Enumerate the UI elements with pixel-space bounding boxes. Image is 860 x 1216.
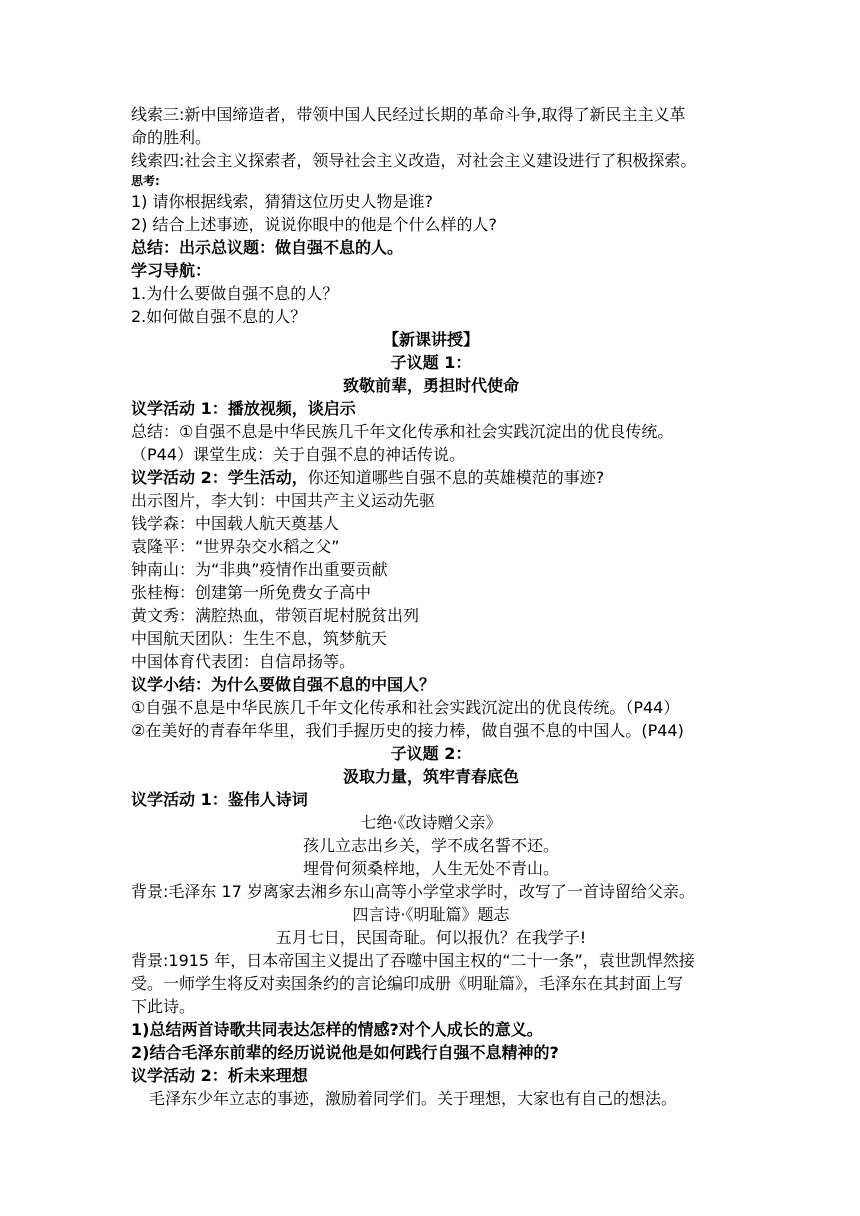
poem-2-background-line2: 受。一师学生将反对卖国条约的言论编印成册《明耻篇》，毛泽东在其封面上写	[131, 974, 684, 993]
document-page	[131, 103, 731, 1110]
summary: 总结：出示总议题：做自强不息的人。	[131, 238, 404, 257]
mini-summary-point-1: ①自强不息是中华民族几千年文化传承和社会实践沉淀出的优良传统。（P44）	[131, 698, 680, 717]
think-label: 思考:	[131, 174, 160, 188]
mini-summary-title: 议学小结：为什么要做自强不息的中国人？	[131, 675, 436, 694]
subtopic-1-label: 子议题 1：	[390, 353, 472, 372]
clue3-line2: 命的胜利。	[131, 128, 212, 147]
think-question-2: 2) 结合上述事迹，说说你眼中的他是个什么样的人?	[131, 215, 498, 234]
poem-1-line-2: 埋骨何须桑梓地，人生无处不青山。	[302, 859, 559, 878]
mini-summary-point-2: ②在美好的青春年华里，我们手握历史的接力棒，做自强不息的中国人。(P44)	[131, 721, 684, 740]
activity-2-title: 议学活动 2：学生活动，	[131, 468, 308, 487]
hero-item: 中国航天团队：生生不息，筑梦航天	[131, 629, 388, 648]
poem-2-title: 四言诗·《明耻篇》题志	[352, 905, 510, 924]
hero-item: 出示图片，李大钊：中国共产主义运动先驱	[131, 491, 436, 510]
question-2: 2)结合毛泽东前辈的经历说说他是如何践行自强不息精神的?	[131, 1043, 559, 1062]
guide-question-1: 1.为什么要做自强不息的人？	[131, 284, 339, 303]
poem-2-background-line1: 背景:1915 年，日本帝国主义提出了吞噬中国主权的“二十一条”，袁世凯悍然接	[131, 951, 695, 970]
hero-item: 张桂梅：创建第一所免费女子高中	[131, 583, 372, 602]
think-question-1: 1) 请你根据线索，猜猜这位历史人物是谁?	[131, 192, 434, 211]
activity-3-title: 议学活动 1：鉴伟人诗词	[131, 790, 308, 809]
subtopic-2-label: 子议题 2：	[390, 744, 472, 763]
hero-item: 袁隆平：“世界杂交水稻之父”	[131, 537, 340, 556]
poem-1-background: 背景:毛泽东 17 岁离家去湘乡东山高等小学堂求学时，改写了一首诗留给父亲。	[131, 882, 695, 901]
section-title: 【新课讲授】	[382, 330, 479, 349]
hero-item: 中国体育代表团：自信昂扬等。	[131, 652, 356, 671]
closing-paragraph: 毛泽东少年立志的事迹，激励着同学们。关于理想，大家也有自己的想法。	[149, 1089, 678, 1108]
guide-label: 学习导航：	[131, 261, 212, 280]
poem-2-background-line3: 下此诗。	[131, 997, 196, 1016]
clue4: 线索四:社会主义探索者，领导社会主义改造，对社会主义建设进行了积极探索。	[131, 151, 697, 170]
hero-item: 黄文秀：满腔热血，带领百坭村脱贫出列	[131, 606, 420, 625]
activity-1-summary-line1: 总结：①自强不息是中华民族几千年文化传承和社会实践沉淀出的优良传统。	[131, 422, 674, 441]
activity-2-line	[131, 466, 731, 489]
hero-item: 钱学森：中国载人航天奠基人	[131, 514, 340, 533]
clue3-line1: 线索三:新中国缔造者，带领中国人民经过长期的革命斗争,取得了新民主主义革	[131, 105, 686, 124]
activity-1-summary-line2: （P44）课堂生成：关于自强不息的神话传说。	[131, 445, 466, 464]
subtopic-2-title: 汲取力量，筑牢青春底色	[342, 767, 519, 786]
poem-1-title: 七绝·《改诗赠父亲》	[360, 813, 502, 832]
hero-item: 钟南山：为“非典”疫情作出重要贡献	[131, 560, 388, 579]
question-1: 1)总结两首诗歌共同表达怎样的情感?对个人成长的意义。	[131, 1020, 543, 1039]
activity-4-title: 议学活动 2：析未来理想	[131, 1066, 308, 1085]
poem-1-line-1: 孩儿立志出乡关，学不成名誓不还。	[302, 836, 559, 855]
subtopic-1-title: 致敬前辈，勇担时代使命	[342, 376, 519, 395]
activity-2-question: 你还知道哪些自强不息的英雄模范的事迹?	[307, 468, 605, 487]
guide-question-2: 2.如何做自强不息的人？	[131, 307, 307, 326]
activity-1-title: 议学活动 1：播放视频，谈启示	[131, 399, 356, 418]
poem-2-line-1: 五月七日，民国奇耻。何以报仇？在我学子!	[275, 928, 587, 947]
